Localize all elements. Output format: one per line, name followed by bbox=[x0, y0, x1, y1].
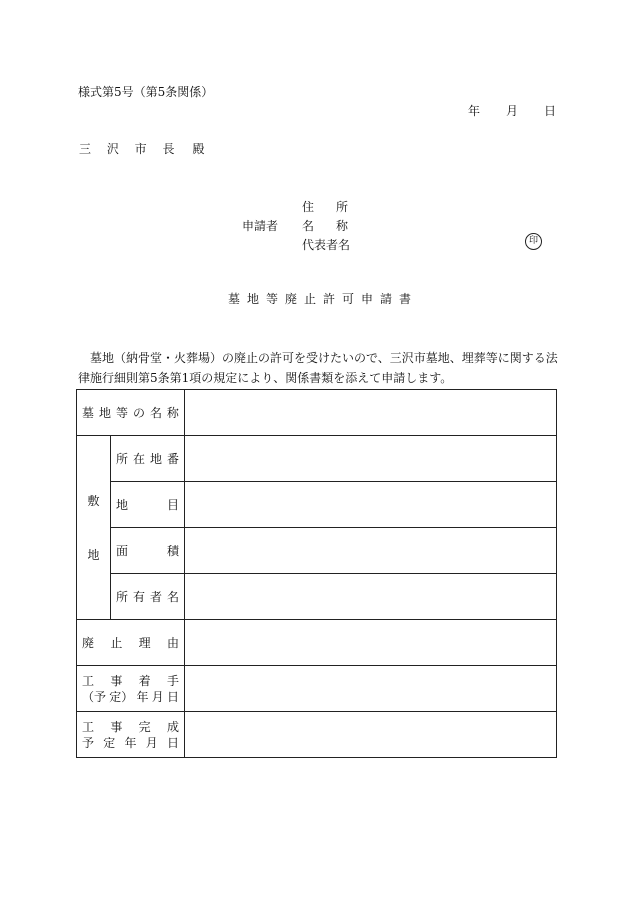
address-label: 住 所 bbox=[302, 200, 349, 214]
site-location-field[interactable] bbox=[185, 436, 557, 482]
seal-mark: 印 bbox=[525, 233, 542, 250]
addressee bbox=[79, 142, 210, 156]
table-row bbox=[77, 390, 557, 436]
date-year: 年 bbox=[468, 104, 481, 118]
construction-start-label: 工 事 着 手 （予 定） 年 月 日 bbox=[77, 666, 185, 712]
site-group-label: 敷 地 bbox=[77, 436, 111, 620]
name-row bbox=[242, 217, 362, 236]
site-land-category-field[interactable] bbox=[185, 482, 557, 528]
table-row bbox=[77, 528, 557, 574]
site-owner-label: 所 有 者 名 bbox=[111, 574, 185, 620]
addressee-honorific: 殿 bbox=[192, 142, 211, 156]
site-location-label: 所 在 地 番 bbox=[111, 436, 185, 482]
table-row bbox=[77, 574, 557, 620]
addressee-name: 三 沢 市 長 bbox=[79, 142, 181, 156]
representative-row bbox=[242, 236, 362, 255]
cemetery-name-label: 墓 地 等 の 名 称 bbox=[77, 390, 185, 436]
cemetery-name-field[interactable] bbox=[185, 390, 557, 436]
table-row bbox=[77, 436, 557, 482]
table-row bbox=[77, 712, 557, 758]
table-row bbox=[77, 620, 557, 666]
abolition-reason-field[interactable] bbox=[185, 620, 557, 666]
form-number: 様式第5号（第5条関係） bbox=[78, 85, 214, 99]
applicant-role-label: 申請者 bbox=[242, 219, 279, 233]
body-text: 墓地（納骨堂・火葬場）の廃止の許可を受けたいので、三沢市墓地、埋葬等に関する法律施行細則第5条第1項の規定により、関係書類を添えて申請します。 bbox=[78, 351, 558, 385]
site-area-label: 面 積 bbox=[111, 528, 185, 574]
site-land-category-label: 地 目 bbox=[111, 482, 185, 528]
applicant-block bbox=[242, 198, 362, 255]
date-line bbox=[468, 104, 556, 118]
table-row bbox=[77, 482, 557, 528]
site-area-field[interactable] bbox=[185, 528, 557, 574]
table-row bbox=[77, 666, 557, 712]
application-table bbox=[76, 389, 557, 758]
construction-start-field[interactable] bbox=[185, 666, 557, 712]
document-title: 墓地等廃止許可申請書 bbox=[228, 292, 419, 306]
site-owner-field[interactable] bbox=[185, 574, 557, 620]
address-row bbox=[242, 198, 362, 217]
date-month: 月 bbox=[506, 104, 519, 118]
representative-label: 代表者名 bbox=[302, 238, 351, 252]
name-label: 名 称 bbox=[302, 219, 349, 233]
construction-completion-label: 工 事 完 成 予 定 年 月 日 bbox=[77, 712, 185, 758]
date-day: 日 bbox=[544, 104, 557, 118]
construction-completion-field[interactable] bbox=[185, 712, 557, 758]
abolition-reason-label: 廃 止 理 由 bbox=[77, 620, 185, 666]
